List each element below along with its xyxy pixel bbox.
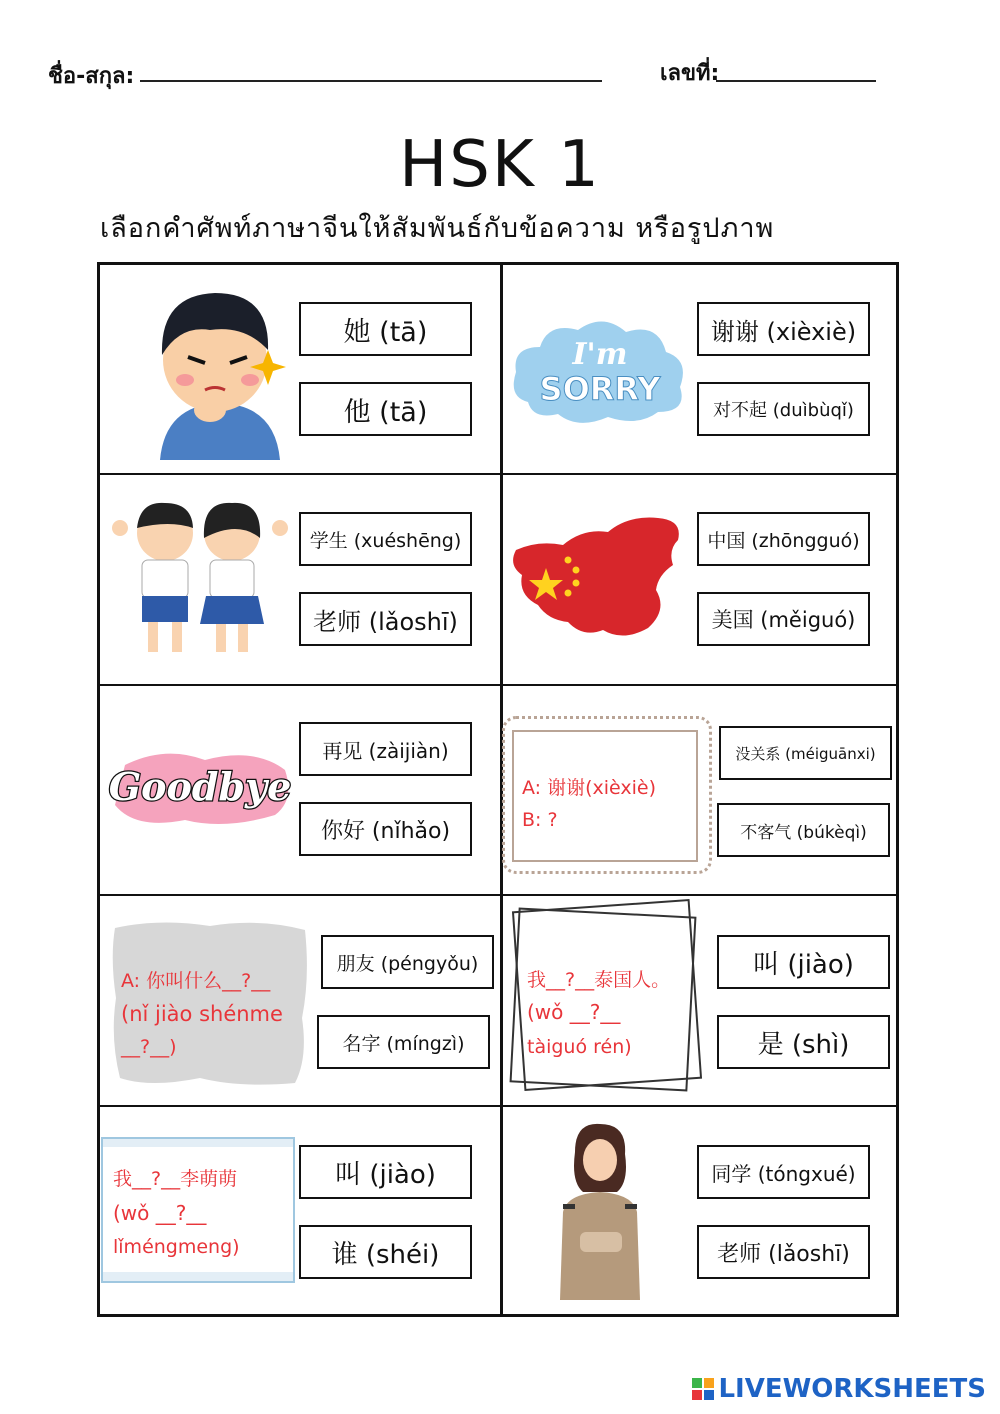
cell3-option-2[interactable]: 老师 (lǎoshī) (299, 592, 472, 646)
cell9-option-1[interactable]: 叫 (jiào) (299, 1145, 472, 1199)
grid-divider (97, 894, 899, 896)
dialogue-line: 我__?__泰国人。 (527, 969, 671, 991)
cell6-option-1[interactable]: 没关系 (méiguānxi) (719, 726, 892, 780)
goodbye-image (105, 745, 295, 830)
thinking-boy-image (150, 285, 300, 465)
cell8-option-2[interactable]: 是 (shì) (717, 1015, 890, 1069)
dialogue-line: (wǒ __?__ (113, 1201, 207, 1225)
grid-divider (97, 684, 899, 686)
cell7-option-2[interactable]: 名字 (míngzì) (317, 1015, 490, 1069)
name-blank[interactable] (140, 80, 602, 82)
liveworksheets-icon (692, 1378, 714, 1400)
teacher-image (555, 1122, 645, 1300)
media-player-controls (103, 1272, 293, 1281)
dialogue-line: A: 你叫什么__?__ (121, 970, 271, 992)
cell5-option-1[interactable]: 再见 (zàijiàn) (299, 722, 472, 776)
dialogue-line: tàiguó rén) (527, 1036, 632, 1058)
im-text: I'm (572, 337, 628, 372)
liveworksheets-text: LIVEWORKSHEETS (718, 1374, 986, 1404)
media-player-titlebar (103, 1139, 293, 1147)
cell8-option-1[interactable]: 叫 (jiào) (717, 935, 890, 989)
cell2-option-2[interactable]: 对不起 (duìbùqǐ) (697, 382, 870, 436)
cell4-option-1[interactable]: 中国 (zhōngguó) (697, 512, 870, 566)
students-image (110, 498, 290, 663)
instruction-text: เลือกคำศัพท์ภาษาจีนให้สัมพันธ์กับข้อความ หรือรูปภาพ (100, 213, 775, 244)
dialogue-line: B: ? (522, 809, 558, 831)
goodbye-text: Goodbye (108, 764, 292, 809)
cell6-option-2[interactable]: 不客气 (búkèqì) (717, 803, 890, 857)
sorry-cloud-image (508, 312, 690, 430)
dialogue-line: (nǐ jiào shénme (121, 1002, 283, 1026)
dialogue-line: __?__) (121, 1036, 177, 1058)
cell7-option-1[interactable]: 朋友 (péngyǒu) (321, 935, 494, 989)
grid-divider (97, 473, 899, 475)
cell3-option-1[interactable]: 学生 (xuéshēng) (299, 512, 472, 566)
china-map-image (508, 510, 693, 645)
dialogue-line: (wǒ __?__ (527, 1000, 621, 1024)
liveworksheets-logo (692, 1374, 986, 1404)
cell1-option-2[interactable]: 他 (tā) (299, 382, 472, 436)
dialogue-line: 我__?__李萌萌 (113, 1168, 238, 1190)
dialogue-line: A: 谢谢(xièxiè) (522, 777, 657, 799)
cell1-option-1[interactable]: 她 (tā) (299, 302, 472, 356)
name-label: ชื่อ-สกุล: (48, 64, 135, 89)
sorry-text: SORRY (539, 370, 661, 408)
number-blank[interactable] (716, 80, 876, 82)
number-label: เลขที่: (660, 61, 720, 86)
cell2-option-1[interactable]: 谢谢 (xièxiè) (697, 302, 870, 356)
grid-divider (97, 1105, 899, 1107)
page-title: HSK 1 (399, 128, 601, 202)
cell10-option-1[interactable]: 同学 (tóngxué) (697, 1145, 870, 1199)
cell5-option-2[interactable]: 你好 (nǐhǎo) (299, 802, 472, 856)
cell10-option-2[interactable]: 老师 (lǎoshī) (697, 1225, 870, 1279)
dialogue-line: lǐméngmeng) (113, 1236, 240, 1258)
cell9-option-2[interactable]: 谁 (shéi) (299, 1225, 472, 1279)
cell4-option-2[interactable]: 美国 (měiguó) (697, 592, 870, 646)
